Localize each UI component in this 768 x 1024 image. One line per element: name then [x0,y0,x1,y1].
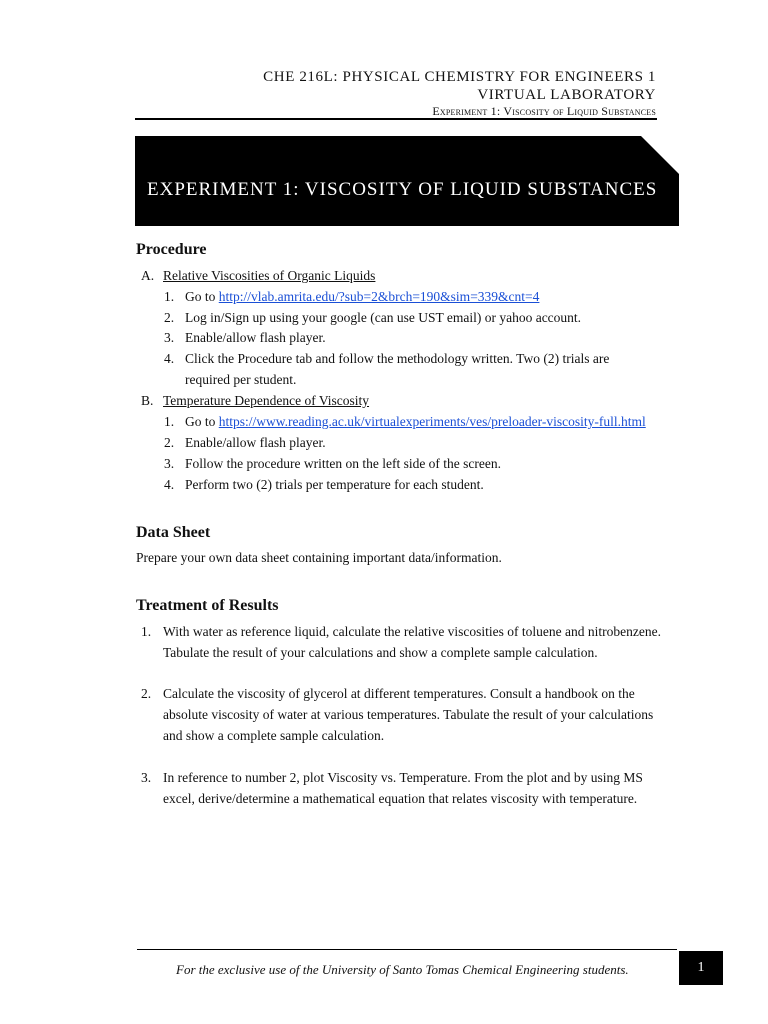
step-text: Log in/Sign up using your google (can use UST email) or yahoo account. [185,310,582,325]
step-number: 1. [164,414,175,429]
treatment-line: Tabulate the result of your calculations and show a complete sample calculation. [163,645,598,660]
part-a-letter: A. [141,268,155,283]
item-number: 2. [141,686,152,701]
step-number: 1. [164,289,175,304]
step-number: 3. [164,456,175,471]
treatment-line: absolute viscosity of water at various temperatures. Tabulate the result of your calculations [163,707,654,722]
item-number: 3. [141,770,152,785]
part-a-title: Relative Viscosities of Organic Liquids [163,268,376,283]
step-text: Perform two (2) trials per temperature for each student. [185,477,484,492]
list-item [185,412,646,432]
step-text-continued: required per student. [185,372,297,387]
treatment-line: With water as reference liquid, calculate the relative viscosities of toluene and nitrobenzene. [163,624,661,639]
datasheet-heading: Data Sheet [136,524,211,541]
datasheet-text: Prepare your own data sheet containing important data/information. [136,550,502,565]
step-number: 4. [164,477,175,492]
step-number: 2. [164,310,175,325]
step-number: 3. [164,330,175,345]
procedure-heading: Procedure [136,241,207,258]
part-b-title: Temperature Dependence of Viscosity [163,393,370,408]
treatment-line: excel, derive/determine a mathematical equation that relates viscosity with temperature. [163,791,638,806]
reading-link[interactable]: https://www.reading.ac.uk/virtualexperiments/ves/preloader-viscosity-full.html [218,414,646,429]
treatment-line: Calculate the viscosity of glycerol at different temperatures. Consult a handbook on the [163,686,635,701]
footer-notice: For the exclusive use of the University of Santo Tomas Chemical Engineering students. [176,962,629,977]
title-banner [135,136,679,226]
step-number: 2. [164,435,175,450]
vlab-link[interactable]: http://vlab.amrita.edu/?sub=2&brch=190&sim=339&cnt=4 [218,289,540,304]
treatment-line: In reference to number 2, plot Viscosity vs. Temperature. From the plot and by using MS [163,770,643,785]
step-text: Enable/allow flash player. [185,435,326,450]
document-header [263,68,656,118]
step-text: Enable/allow flash player. [185,330,326,345]
step-text: Follow the procedure written on the left side of the screen. [185,456,502,471]
page-title: EXPERIMENT 1: VISCOSITY OF LIQUID SUBSTANCES [147,179,658,200]
course-title: CHE 216L: PHYSICAL CHEMISTRY FOR ENGINEERS 1 [263,69,656,85]
step-text: Go to [185,289,219,304]
part-b-letter: B. [141,393,154,408]
step-text: Go to [185,414,219,429]
item-number: 1. [141,624,152,639]
step-number: 4. [164,351,175,366]
experiment-subtitle: Experiment 1: Viscosity of Liquid Substances [432,104,656,118]
page-number: 1 [679,951,723,985]
treatment-line: and show a complete sample calculation. [163,728,385,743]
treatment-heading: Treatment of Results [136,597,279,614]
footer-divider [137,949,677,950]
step-text: Click the Procedure tab and follow the methodology written. Two (2) trials are [185,351,610,366]
header-divider [135,118,657,120]
lab-title: VIRTUAL LABORATORY [477,87,656,103]
list-item [185,287,539,307]
